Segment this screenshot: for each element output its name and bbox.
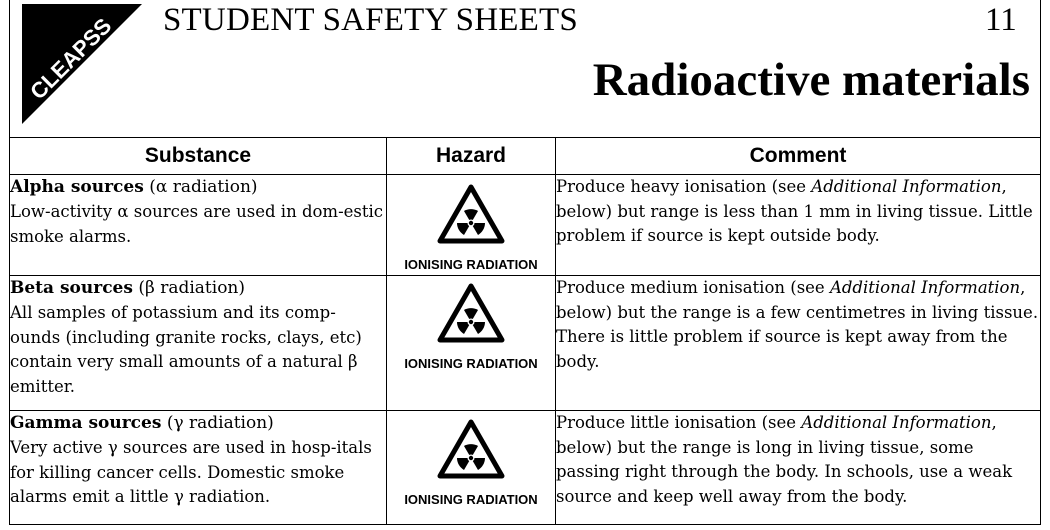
comment-reference: Additional Information xyxy=(801,413,992,432)
table-header-row xyxy=(10,138,1041,175)
column-header-hazard: Hazard xyxy=(387,138,556,175)
ionising-radiation-triangle-icon xyxy=(436,183,506,245)
column-header-comment: Comment xyxy=(556,138,1041,175)
substance-description: Low-activity α sources are used in dom-estic smoke alarms. xyxy=(10,202,384,246)
comment-text: Produce little ionisation (see xyxy=(556,413,802,432)
substance-description: All samples of potassium and its comp-ounds (including granite rocks, clays, etc) contain very small amounts of a natural β emitter. xyxy=(10,303,362,396)
safety-table xyxy=(9,137,1041,525)
substance-description: Very active γ sources are used in hosp-itals for killing cancer cells. Domestic smoke alarms emit a little γ radiation. xyxy=(10,438,372,506)
comment-reference: Additional Information xyxy=(811,177,1002,196)
substance-cell xyxy=(10,175,387,276)
comment-reference: Additional Information xyxy=(829,278,1021,297)
comment-text-rest: , below) but range is less than 1 mm in living tissue. Little problem if source is kept outside body. xyxy=(556,177,1033,245)
cleapss-logo xyxy=(22,4,142,124)
comment-text: Produce heavy ionisation (see xyxy=(556,177,812,196)
table-row xyxy=(10,276,1041,411)
logo-text: CLEAPSS xyxy=(25,13,117,105)
ionising-radiation-triangle-icon xyxy=(436,418,506,480)
table-row xyxy=(10,175,1041,276)
comment-text: Produce medium ionisation (see xyxy=(556,278,830,297)
hazard-label: IONISING RADIATION xyxy=(404,492,538,507)
table-row xyxy=(10,411,1041,525)
radiation-type: (β radiation) xyxy=(138,278,246,298)
radiation-type: (α radiation) xyxy=(149,177,258,197)
comment-cell xyxy=(556,276,1041,411)
hazard-cell xyxy=(387,175,556,276)
comment-cell xyxy=(556,411,1041,525)
substance-name: Gamma sources xyxy=(10,413,162,433)
hazard-label: IONISING RADIATION xyxy=(404,356,538,371)
radiation-type: (γ radiation) xyxy=(166,413,274,433)
hazard-cell xyxy=(387,411,556,525)
substance-cell xyxy=(10,411,387,525)
substance-cell xyxy=(10,276,387,411)
series-title: STUDENT SAFETY SHEETS xyxy=(163,2,578,38)
sheet-title: Radioactive materials xyxy=(592,54,1030,106)
sheet-number: 11 xyxy=(985,2,1017,38)
substance-name: Alpha sources xyxy=(10,177,144,197)
comment-text-rest: , below) but the range is a few centimetres in living tissue. There is little problem if source is kept away from the body. xyxy=(556,278,1039,371)
column-header-substance: Substance xyxy=(10,138,387,175)
header-frame-left xyxy=(9,0,10,137)
substance-name: Beta sources xyxy=(10,278,133,298)
comment-text-rest: , below) but the range is long in living tissue, some passing right through the body. In schools, use a weak source and keep well away from the body. xyxy=(556,413,1013,506)
comment-cell xyxy=(556,175,1041,276)
header-frame-right xyxy=(1040,0,1041,137)
ionising-radiation-triangle-icon xyxy=(436,282,506,344)
hazard-label: IONISING RADIATION xyxy=(404,257,538,272)
hazard-cell xyxy=(387,276,556,411)
